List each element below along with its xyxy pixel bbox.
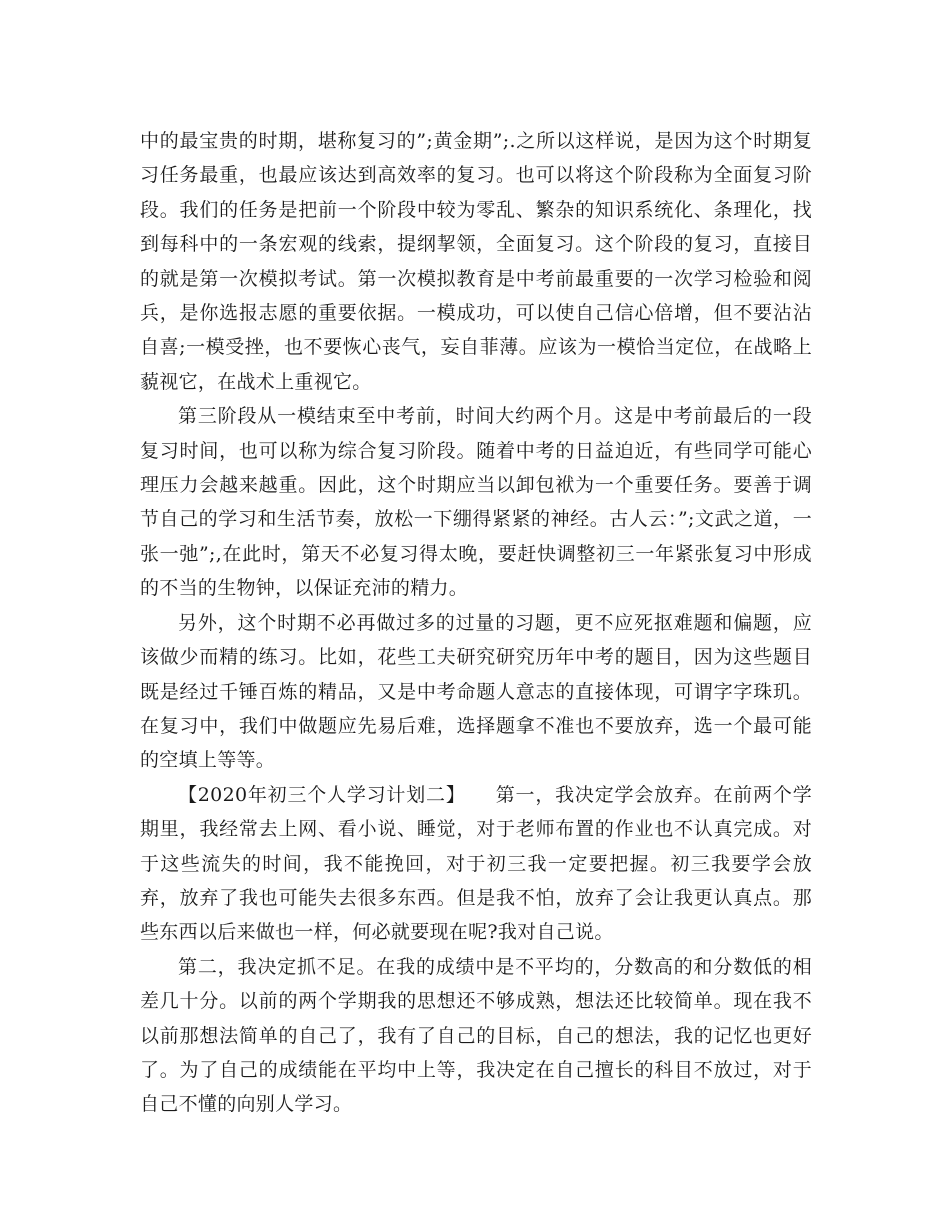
paragraph-2: 第三阶段从一模结束至中考前，时间大约两个月。这是中考前最后的一段复习时间，也可以称为综合复习阶段。随着中考的日益迫近，有些同学可能心理压力会越来越重。因此，这个时期应当以卸包袱为一个重要任务。要善于调节自己的学习和生活节奏，放松一下绷得紧紧的神经。古人云：”;文武之道，一张一弛”;,在此时，第天不必复习得太晚，要赶快调整初三一年紧张复习中形成的不当的生物钟，以保证充沛的精力。 <box>140 405 812 600</box>
paragraph-3: 另外，这个时期不必再做过多的过量的习题，更不应死抠难题和偏题，应该做少而精的练习。比如，花些工夫研究研究历年中考的题目，因为这些题目既是经过千锤百炼的精品，又是中考命题人意志的直接体现，可谓字字珠玑。在复习中，我们中做题应先易后难，选择题拿不准也不要放弃，选一个最可能的空填上等等。 <box>140 611 812 772</box>
paragraph-5: 第二，我决定抓不足。在我的成绩中是不平均的，分数高的和分数低的相差几十分。以前的两个学期我的思想还不够成熟，想法还比较简单。现在我不以前那想法简单的自己了，我有了自己的目标，自己的想法，我的记忆也更好了。为了自己的成绩能在平均中上等，我决定在自己擅长的科目不放过，对于自己不懂的向别人学习。 <box>140 955 812 1116</box>
paragraph-4: 【2020年初三个人学习计划二】 第一，我决定学会放弃。在前两个学期里，我经常去上网、看小说、睡觉，对于老师布置的作业也不认真完成。对于这些流失的时间，我不能挽回，对于初三我一定要把握。初三我要学会放弃，放弃了我也可能失去很多东西。但是我不怕，放弃了会让我更认真点。那些东西以后来做也一样，何必就要现在呢?我对自己说。 <box>140 783 812 944</box>
paragraph-1: 中的最宝贵的时期，堪称复习的”;黄金期”;.之所以这样说，是因为这个时期复习任务最重，也最应该达到高效率的复习。也可以将这个阶段称为全面复习阶段。我们的任务是把前一个阶段中较为零乱、繁杂的知识系统化、条理化，找到每科中的一条宏观的线索，提纲挈领，全面复习。这个阶段的复习，直接目的就是第一次模拟考试。第一次模拟教育是中考前最重要的一次学习检验和阅兵，是你选报志愿的重要依据。一模成功，可以使自己信心倍增，但不要沾沾自喜;一模受挫，也不要恢心丧气，妄自菲薄。应该为一模恰当定位，在战略上藐视它，在战术上重视它。 <box>140 130 812 393</box>
document-body <box>140 124 812 1122</box>
